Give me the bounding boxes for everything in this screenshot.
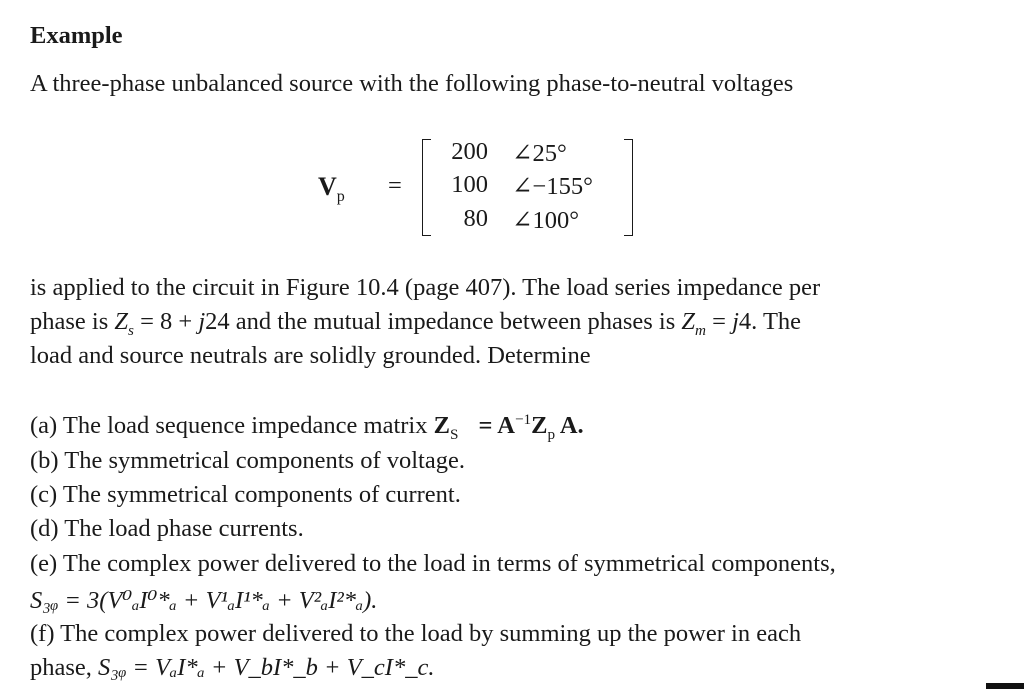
item-b: (b) The symmetrical components of voltage. bbox=[30, 447, 465, 474]
vp-letter: V bbox=[318, 172, 337, 201]
item-a-label: (a) The load sequence impedance matrix bbox=[30, 412, 434, 439]
item-a-zp-sub: p bbox=[547, 425, 556, 443]
item-a-inverse: −1 bbox=[514, 410, 532, 428]
matrix-magnitude-1: 200 bbox=[451, 138, 488, 165]
zs-subscript: s bbox=[128, 321, 134, 339]
matrix-angle-1: ∠25° bbox=[512, 140, 567, 167]
vp-symbol bbox=[318, 172, 345, 206]
j-symbol-2: j bbox=[732, 308, 739, 335]
matrix-magnitude-2: 100 bbox=[451, 171, 488, 198]
item-f-formula-line bbox=[30, 654, 434, 682]
zm-symbol: Z bbox=[681, 308, 696, 335]
item-a-eq: = A bbox=[472, 412, 515, 439]
paragraph-line-1: is applied to the circuit in Figure 10.4 (page 407). The load series impedance per bbox=[30, 274, 821, 301]
right-bracket bbox=[624, 139, 633, 236]
matrix-magnitude-3: 80 bbox=[463, 205, 488, 232]
p2-text-e: 4. The bbox=[738, 308, 802, 335]
zs-symbol: Z bbox=[114, 308, 129, 335]
item-f-formula: S₃ᵩ = VₐI*ₐ + V_bI*_b + V_cI*_c. bbox=[98, 654, 435, 681]
item-d: (d) The load phase currents. bbox=[30, 515, 304, 542]
intro-text: A three-phase unbalanced source with the following phase-to-neutral voltages bbox=[30, 70, 794, 97]
example-heading: Example bbox=[30, 22, 123, 49]
item-a bbox=[30, 410, 584, 443]
item-f: (f) The complex power delivered to the load by summing up the power in each bbox=[30, 620, 802, 647]
j-symbol-1: j bbox=[198, 308, 206, 335]
item-f-prefix: phase, bbox=[30, 654, 99, 681]
vp-subscript: p bbox=[336, 188, 345, 206]
corner-edge-mark bbox=[986, 683, 1024, 689]
p2-text-d: = bbox=[706, 308, 733, 335]
matrix-angle-2: ∠−155° bbox=[512, 173, 593, 200]
paragraph-line-2 bbox=[30, 308, 802, 339]
p2-text-b: = 8 + bbox=[133, 308, 199, 335]
matrix-angle-3: ∠100° bbox=[512, 207, 580, 234]
item-a-zp: Z bbox=[531, 412, 548, 439]
p2-text-c: 24 and the mutual impedance between phases is bbox=[205, 308, 682, 335]
item-a-z: Z bbox=[433, 412, 450, 439]
p2-text-a: phase is bbox=[30, 308, 115, 335]
paragraph-line-3: load and source neutrals are solidly grounded. Determine bbox=[30, 342, 591, 369]
item-a-z-sub: S bbox=[449, 425, 459, 443]
equals-sign: = bbox=[388, 172, 402, 199]
item-e-formula: S₃ᵩ = 3(V⁰ₐI⁰*ₐ + V¹ₐI¹*ₐ + V²ₐI²*ₐ). bbox=[30, 587, 378, 614]
zm-subscript: m bbox=[695, 321, 706, 339]
item-e: (e) The complex power delivered to the load in terms of symmetrical components, bbox=[30, 550, 836, 577]
item-a-end: A. bbox=[555, 412, 584, 439]
item-c: (c) The symmetrical components of current. bbox=[30, 481, 461, 508]
left-bracket bbox=[422, 139, 431, 236]
